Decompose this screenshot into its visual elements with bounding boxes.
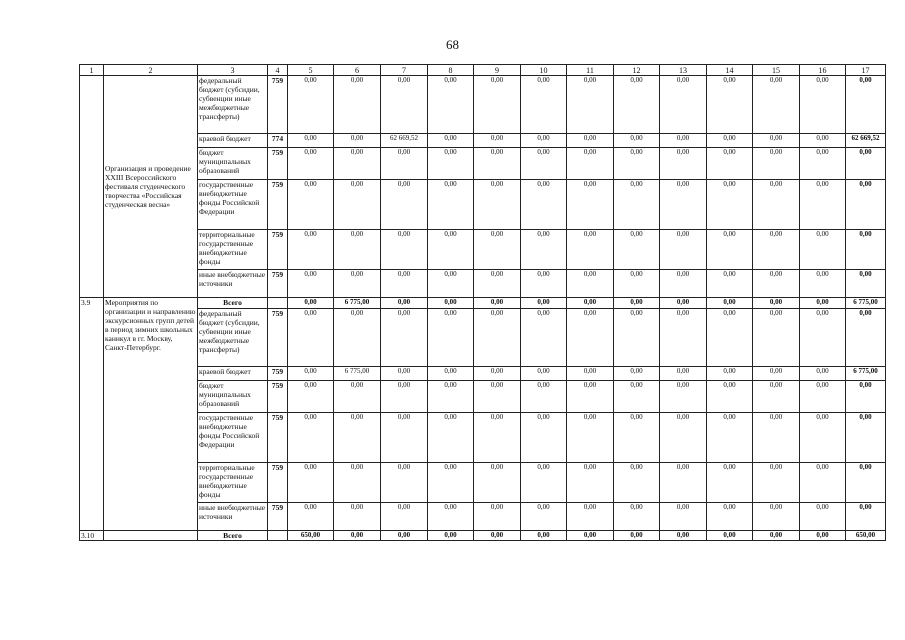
total-value: 0,00: [288, 298, 334, 309]
total-value: 0,00: [381, 531, 428, 541]
value-cell: 0,00: [474, 367, 521, 381]
value-cell: 0,00: [800, 134, 846, 148]
funding-row: [80, 413, 886, 463]
value-cell: 0,00: [521, 230, 567, 270]
value-cell: 0,00: [753, 367, 800, 381]
value-cell: 0,00: [474, 463, 521, 503]
funding-source: государственные внебюджетные фонды Российской Федерации: [198, 413, 268, 463]
budget-code: 759: [268, 503, 288, 531]
value-cell: 0,00: [660, 76, 707, 134]
total-value: 0,00: [753, 298, 800, 309]
value-cell: 0,00: [753, 76, 800, 134]
value-cell: 0,00: [660, 367, 707, 381]
value-cell: 0,00: [753, 180, 800, 230]
total-value: 6 775,00: [334, 298, 381, 309]
value-cell: 0,00: [567, 270, 614, 298]
value-cell: 0,00: [846, 180, 886, 230]
value-cell: 0,00: [428, 134, 474, 148]
value-cell: 0,00: [614, 270, 660, 298]
value-cell: 0,00: [614, 503, 660, 531]
funding-row: [80, 180, 886, 230]
value-cell: 0,00: [846, 309, 886, 367]
value-cell: 0,00: [567, 413, 614, 463]
value-cell: 0,00: [381, 270, 428, 298]
value-cell: 0,00: [614, 463, 660, 503]
value-cell: 0,00: [428, 309, 474, 367]
value-cell: 0,00: [288, 270, 334, 298]
measure-name: Мероприятия по организации и направлению экскурсионных групп детей в период зимних школьных каникул в гг. Москву, Санкт-Петербург.: [104, 298, 198, 531]
funding-source: территориальные государственные внебюджетные фонды: [198, 463, 268, 503]
value-cell: 0,00: [428, 381, 474, 413]
header-row: [80, 65, 886, 76]
value-cell: 0,00: [381, 413, 428, 463]
value-cell: 0,00: [614, 76, 660, 134]
value-cell: 0,00: [381, 367, 428, 381]
value-cell: 0,00: [567, 230, 614, 270]
value-cell: 0,00: [334, 309, 381, 367]
funding-row: [80, 367, 886, 381]
value-cell: 0,00: [567, 148, 614, 180]
value-cell: 0,00: [334, 180, 381, 230]
value-cell: 0,00: [846, 413, 886, 463]
funding-source: краевой бюджет: [198, 134, 268, 148]
header-cell-6: 6: [334, 65, 381, 76]
value-cell: 0,00: [288, 180, 334, 230]
funding-source: федеральный бюджет (субсидии, субвенции иные межбюджетные трансферты): [198, 76, 268, 134]
value-cell: 0,00: [846, 76, 886, 134]
header-cell-10: 10: [521, 65, 567, 76]
value-cell: 0,00: [567, 180, 614, 230]
value-cell: 0,00: [800, 367, 846, 381]
value-cell: 0,00: [614, 367, 660, 381]
value-cell: 0,00: [474, 413, 521, 463]
row-number: [80, 76, 104, 298]
value-cell: 0,00: [381, 503, 428, 531]
value-cell: 0,00: [288, 309, 334, 367]
budget-code: 759: [268, 367, 288, 381]
value-cell: 0,00: [707, 367, 753, 381]
header-cell-2: 2: [104, 65, 198, 76]
value-cell: 0,00: [614, 381, 660, 413]
value-cell: 0,00: [381, 381, 428, 413]
value-cell: 0,00: [846, 148, 886, 180]
header-cell-8: 8: [428, 65, 474, 76]
total-value: 0,00: [660, 298, 707, 309]
value-cell: 0,00: [288, 134, 334, 148]
header-cell-13: 13: [660, 65, 707, 76]
total-value: 0,00: [707, 298, 753, 309]
header-cell-16: 16: [800, 65, 846, 76]
value-cell: 0,00: [614, 134, 660, 148]
budget-code: 759: [268, 413, 288, 463]
row-number: 3.9: [80, 298, 104, 531]
value-cell: 0,00: [753, 381, 800, 413]
total-value: 650,00: [288, 531, 334, 541]
total-value: 6 775,00: [846, 298, 886, 309]
value-cell: 0,00: [614, 413, 660, 463]
value-cell: 0,00: [567, 367, 614, 381]
total-value: 0,00: [567, 298, 614, 309]
funding-source: бюджет муниципальных образований: [198, 148, 268, 180]
header-cell-1: 1: [80, 65, 104, 76]
total-value: 0,00: [660, 531, 707, 541]
value-cell: 0,00: [474, 230, 521, 270]
budget-code: 759: [268, 381, 288, 413]
funding-row: [80, 134, 886, 148]
header-cell-9: 9: [474, 65, 521, 76]
total-value: 0,00: [614, 298, 660, 309]
value-cell: 0,00: [521, 381, 567, 413]
budget-code: 774: [268, 134, 288, 148]
value-cell: 0,00: [334, 230, 381, 270]
value-cell: 0,00: [428, 230, 474, 270]
row-number: 3.10: [80, 531, 104, 541]
value-cell: 0,00: [288, 230, 334, 270]
value-cell: 0,00: [707, 134, 753, 148]
value-cell: 0,00: [288, 76, 334, 134]
budget-code: 759: [268, 180, 288, 230]
value-cell: 0,00: [521, 309, 567, 367]
value-cell: 0,00: [474, 76, 521, 134]
value-cell: 0,00: [521, 503, 567, 531]
total-row: [80, 531, 886, 541]
value-cell: 0,00: [707, 148, 753, 180]
value-cell: 0,00: [800, 180, 846, 230]
value-cell: 0,00: [474, 180, 521, 230]
value-cell: 0,00: [660, 413, 707, 463]
total-value: 0,00: [474, 531, 521, 541]
value-cell: 0,00: [660, 503, 707, 531]
total-value: 0,00: [800, 531, 846, 541]
total-code: [268, 298, 288, 309]
value-cell: 0,00: [381, 463, 428, 503]
measure-name: Организация и проведение XXIII Всероссийского фестиваля студенческого творчества «Российская студенческая весна»: [104, 76, 198, 298]
value-cell: 0,00: [800, 270, 846, 298]
value-cell: 0,00: [707, 463, 753, 503]
value-cell: 0,00: [474, 503, 521, 531]
total-value: 0,00: [428, 298, 474, 309]
value-cell: 0,00: [428, 503, 474, 531]
value-cell: 0,00: [567, 309, 614, 367]
total-value: 0,00: [474, 298, 521, 309]
value-cell: 0,00: [334, 503, 381, 531]
value-cell: 0,00: [428, 76, 474, 134]
total-value: 0,00: [521, 531, 567, 541]
header-cell-4: 4: [268, 65, 288, 76]
value-cell: 0,00: [334, 413, 381, 463]
header-cell-3: 3: [198, 65, 268, 76]
funding-source: иные внебюджетные источники: [198, 503, 268, 531]
value-cell: 0,00: [707, 381, 753, 413]
header-cell-7: 7: [381, 65, 428, 76]
value-cell: 0,00: [660, 463, 707, 503]
funding-row: [80, 230, 886, 270]
value-cell: 0,00: [428, 148, 474, 180]
value-cell: 0,00: [428, 270, 474, 298]
value-cell: 62 669,52: [381, 134, 428, 148]
value-cell: 0,00: [660, 180, 707, 230]
total-label: Всего: [198, 298, 268, 309]
value-cell: 0,00: [660, 381, 707, 413]
value-cell: 0,00: [660, 134, 707, 148]
total-row: [80, 298, 886, 309]
value-cell: 0,00: [614, 148, 660, 180]
value-cell: 0,00: [521, 76, 567, 134]
measure-name: [104, 531, 198, 541]
value-cell: 0,00: [381, 230, 428, 270]
funding-row: [80, 270, 886, 298]
funding-source: иные внебюджетные источники: [198, 270, 268, 298]
value-cell: 0,00: [753, 503, 800, 531]
value-cell: 0,00: [800, 381, 846, 413]
value-cell: 0,00: [334, 148, 381, 180]
value-cell: 0,00: [521, 134, 567, 148]
value-cell: 0,00: [753, 134, 800, 148]
value-cell: 0,00: [474, 270, 521, 298]
value-cell: 0,00: [521, 367, 567, 381]
funding-source: территориальные государственные внебюджетные фонды: [198, 230, 268, 270]
funding-source: государственные внебюджетные фонды Российской Федерации: [198, 180, 268, 230]
value-cell: 0,00: [753, 230, 800, 270]
funding-source: бюджет муниципальных образований: [198, 381, 268, 413]
value-cell: 0,00: [474, 148, 521, 180]
value-cell: 0,00: [660, 309, 707, 367]
value-cell: 0,00: [753, 309, 800, 367]
total-value: 650,00: [846, 531, 886, 541]
total-value: 0,00: [614, 531, 660, 541]
value-cell: 0,00: [521, 413, 567, 463]
budget-code: 759: [268, 309, 288, 367]
value-cell: 0,00: [707, 309, 753, 367]
budget-code: 759: [268, 463, 288, 503]
value-cell: 0,00: [707, 270, 753, 298]
funding-row: [80, 463, 886, 503]
funding-row: [80, 309, 886, 367]
value-cell: 0,00: [521, 463, 567, 503]
value-cell: 0,00: [334, 76, 381, 134]
total-value: 0,00: [567, 531, 614, 541]
value-cell: 0,00: [381, 309, 428, 367]
value-cell: 0,00: [800, 413, 846, 463]
total-value: 0,00: [334, 531, 381, 541]
value-cell: 0,00: [567, 381, 614, 413]
value-cell: 0,00: [288, 503, 334, 531]
funding-row: [80, 76, 886, 134]
value-cell: 0,00: [800, 148, 846, 180]
total-value: 0,00: [707, 531, 753, 541]
total-value: 0,00: [800, 298, 846, 309]
value-cell: 0,00: [753, 148, 800, 180]
value-cell: 0,00: [288, 413, 334, 463]
value-cell: 0,00: [381, 76, 428, 134]
total-code: [268, 531, 288, 541]
total-value: 0,00: [381, 298, 428, 309]
value-cell: 0,00: [567, 134, 614, 148]
value-cell: 0,00: [660, 270, 707, 298]
value-cell: 0,00: [707, 180, 753, 230]
value-cell: 0,00: [288, 463, 334, 503]
total-label: Всего: [198, 531, 268, 541]
header-cell-15: 15: [753, 65, 800, 76]
value-cell: 0,00: [614, 309, 660, 367]
value-cell: 0,00: [521, 180, 567, 230]
value-cell: 0,00: [567, 463, 614, 503]
value-cell: 62 669,52: [846, 134, 886, 148]
header-cell-12: 12: [614, 65, 660, 76]
value-cell: 0,00: [474, 134, 521, 148]
value-cell: 0,00: [334, 270, 381, 298]
value-cell: 0,00: [660, 230, 707, 270]
value-cell: 0,00: [660, 148, 707, 180]
value-cell: 0,00: [753, 463, 800, 503]
value-cell: 0,00: [800, 463, 846, 503]
value-cell: 0,00: [707, 503, 753, 531]
value-cell: 0,00: [474, 381, 521, 413]
value-cell: 0,00: [521, 148, 567, 180]
value-cell: 0,00: [800, 76, 846, 134]
header-cell-14: 14: [707, 65, 753, 76]
value-cell: 0,00: [428, 413, 474, 463]
value-cell: 0,00: [846, 463, 886, 503]
value-cell: 0,00: [428, 367, 474, 381]
value-cell: 0,00: [614, 180, 660, 230]
value-cell: 0,00: [334, 463, 381, 503]
budget-code: 759: [268, 148, 288, 180]
value-cell: 0,00: [800, 230, 846, 270]
header-cell-5: 5: [288, 65, 334, 76]
value-cell: 0,00: [428, 463, 474, 503]
value-cell: 0,00: [288, 148, 334, 180]
value-cell: 6 775,00: [846, 367, 886, 381]
value-cell: 0,00: [707, 413, 753, 463]
funding-source: федеральный бюджет (субсидии, субвенции иные межбюджетные трансферты): [198, 309, 268, 367]
value-cell: 0,00: [753, 270, 800, 298]
total-value: 0,00: [753, 531, 800, 541]
header-cell-17: 17: [846, 65, 886, 76]
value-cell: 0,00: [753, 413, 800, 463]
page-number: 68: [446, 37, 459, 52]
value-cell: 0,00: [428, 180, 474, 230]
value-cell: 0,00: [334, 134, 381, 148]
total-value: 0,00: [428, 531, 474, 541]
value-cell: 0,00: [846, 503, 886, 531]
value-cell: 0,00: [846, 381, 886, 413]
value-cell: 0,00: [381, 180, 428, 230]
value-cell: 0,00: [800, 503, 846, 531]
budget-code: 759: [268, 76, 288, 134]
budget-code: 759: [268, 230, 288, 270]
value-cell: 0,00: [846, 230, 886, 270]
value-cell: 0,00: [800, 309, 846, 367]
total-value: 0,00: [521, 298, 567, 309]
budget-table: [79, 64, 886, 541]
value-cell: 0,00: [846, 270, 886, 298]
value-cell: 0,00: [521, 270, 567, 298]
value-cell: 0,00: [707, 230, 753, 270]
funding-source: краевой бюджет: [198, 367, 268, 381]
value-cell: 0,00: [567, 76, 614, 134]
funding-row: [80, 381, 886, 413]
budget-code: 759: [268, 270, 288, 298]
value-cell: 0,00: [288, 381, 334, 413]
header-cell-11: 11: [567, 65, 614, 76]
value-cell: 0,00: [707, 76, 753, 134]
funding-row: [80, 148, 886, 180]
value-cell: 0,00: [614, 230, 660, 270]
value-cell: 0,00: [567, 503, 614, 531]
value-cell: 6 775,00: [334, 367, 381, 381]
funding-row: [80, 503, 886, 531]
value-cell: 0,00: [381, 148, 428, 180]
value-cell: 0,00: [288, 367, 334, 381]
value-cell: 0,00: [334, 381, 381, 413]
value-cell: 0,00: [474, 309, 521, 367]
